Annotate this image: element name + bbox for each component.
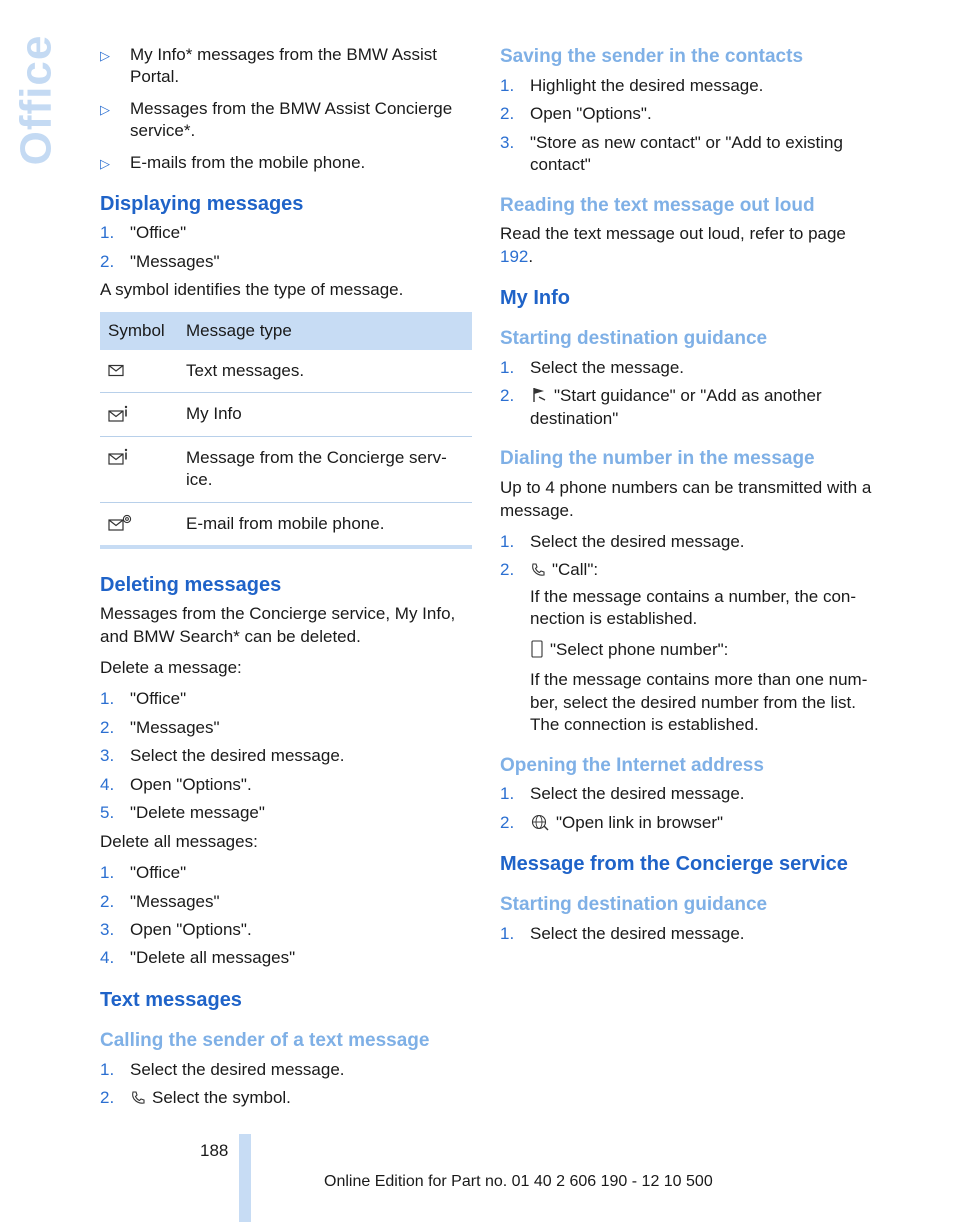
- page-number: 188: [200, 1141, 229, 1160]
- footer-accent-bar: [239, 1134, 251, 1222]
- section-tab: [8, 30, 64, 170]
- step-item: 5. "Delete message": [100, 803, 265, 823]
- step-item: 4. "Delete all messages": [100, 948, 296, 968]
- envelope-icon: [108, 364, 126, 378]
- bullet-item: ▷ E-mails from the mobile phone.: [100, 152, 472, 174]
- triangle-bullet-icon: ▷: [100, 155, 110, 171]
- step-item: 1. Highlight the desired message.: [500, 75, 764, 95]
- bullet-item: ▷ My Info* messages from the BMW Assist Portal.: [100, 45, 438, 87]
- right-column: [500, 44, 880, 951]
- table-row: Text messages.: [100, 350, 472, 393]
- step-item: 2. "Messages": [100, 717, 220, 737]
- heading-text-messages: Text messages: [100, 988, 242, 1011]
- symbol-note: A symbol identifies the type of message.: [100, 280, 404, 300]
- step-item: 2. "Messages": [100, 891, 220, 911]
- table-header-message-type: Message type: [180, 312, 472, 350]
- heading-dialing-number: Dialing the number in the message: [500, 448, 815, 470]
- mobile-phone-icon: [530, 640, 544, 658]
- step-item: 2. "Open link in browser": [500, 812, 724, 832]
- reading-text: Read the text message out loud, refer to page 192.: [500, 224, 846, 266]
- page-reference-link[interactable]: 192: [500, 246, 529, 266]
- table-row: E-mail from mobile phone.: [100, 502, 472, 547]
- bullet-item: ▷ Messages from the BMW Assist Concierge service*.: [100, 98, 453, 141]
- step-item: 1. "Office": [100, 863, 187, 883]
- table-row: My Info: [100, 393, 472, 436]
- select-phone-description: If the message contains more than one num-ber, select the desired number from the list. The connection is established.: [530, 670, 868, 735]
- dialing-intro: Up to 4 phone numbers can be transmitted with a message.: [500, 478, 872, 520]
- step-item: 3. "Store as new contact" or "Add to existing contact": [500, 132, 843, 175]
- phone-icon: [530, 562, 546, 578]
- deleting-intro: Messages from the Concierge service, My Info, and BMW Search* can be deleted.: [100, 604, 456, 646]
- step-item: 4. Open "Options".: [100, 774, 252, 794]
- heading-calling-sender: Calling the sender of a text message: [100, 1029, 430, 1051]
- heading-concierge-message: Message from the Concierge service: [500, 853, 848, 876]
- heading-internet-address: Opening the Internet address: [500, 754, 764, 776]
- left-column: [100, 44, 472, 1115]
- step-item: 1. Select the desired message.: [500, 923, 745, 943]
- step-item: 1. Select the desired message.: [500, 784, 745, 804]
- message-type-table: [100, 312, 472, 550]
- section-tab-label: Office: [10, 34, 60, 166]
- step-item: 1. Select the desired message.: [100, 1059, 345, 1079]
- step-item: 2. "Start guidance" or "Add as another destination": [500, 386, 822, 428]
- step-item: 3. Select the desired message.: [100, 746, 345, 766]
- heading-concierge-guidance: Starting destination guidance: [500, 894, 768, 916]
- step-item: 1. Select the message.: [500, 358, 685, 378]
- delete-one-label: Delete a message:: [100, 658, 242, 677]
- triangle-bullet-icon: ▷: [100, 48, 110, 63]
- heading-saving-sender: Saving the sender in the contacts: [500, 46, 804, 67]
- select-phone-number-label: "Select phone number":: [530, 639, 880, 661]
- step-item: 2. "Call": If the message contains a number, the con-nection is established. "Select phone number": If the message contains more than one num-ber, select the desired number from the list. The connection is established.: [500, 559, 880, 736]
- envelope-at-icon: [108, 514, 132, 534]
- step-item: 1. "Office": [100, 689, 187, 709]
- step-item: 3. Open "Options".: [100, 919, 252, 939]
- phone-icon: [130, 1090, 146, 1106]
- envelope-info-icon: [108, 448, 130, 468]
- step-item: 2. Open "Options".: [500, 104, 652, 124]
- table-row: Message from the Concierge serv-ice.: [100, 436, 472, 502]
- step-item: 1. "Office": [100, 223, 187, 243]
- step-item: 1. Select the desired message.: [500, 532, 745, 551]
- globe-icon: [530, 813, 550, 831]
- heading-my-info: My Info: [500, 287, 570, 310]
- heading-starting-guidance: Starting destination guidance: [500, 328, 768, 350]
- delete-all-label: Delete all messages:: [100, 831, 258, 851]
- table-header-symbol: Symbol: [100, 312, 180, 350]
- envelope-info-icon: [108, 405, 130, 425]
- heading-reading-out-loud: Reading the text message out loud: [500, 194, 815, 216]
- navigation-flag-icon: [530, 386, 548, 404]
- triangle-bullet-icon: ▷: [100, 101, 110, 117]
- edition-footer: Online Edition for Part no. 01 40 2 606 190 - 12 10 500: [324, 1173, 713, 1190]
- step-item: 2. "Messages": [100, 251, 220, 271]
- step-item: 2. Select the symbol.: [100, 1088, 291, 1108]
- call-description: If the message contains a number, the con-nection is established.: [530, 586, 857, 629]
- heading-displaying-messages: Displaying messages: [100, 193, 304, 216]
- heading-deleting-messages: Deleting messages: [100, 574, 282, 597]
